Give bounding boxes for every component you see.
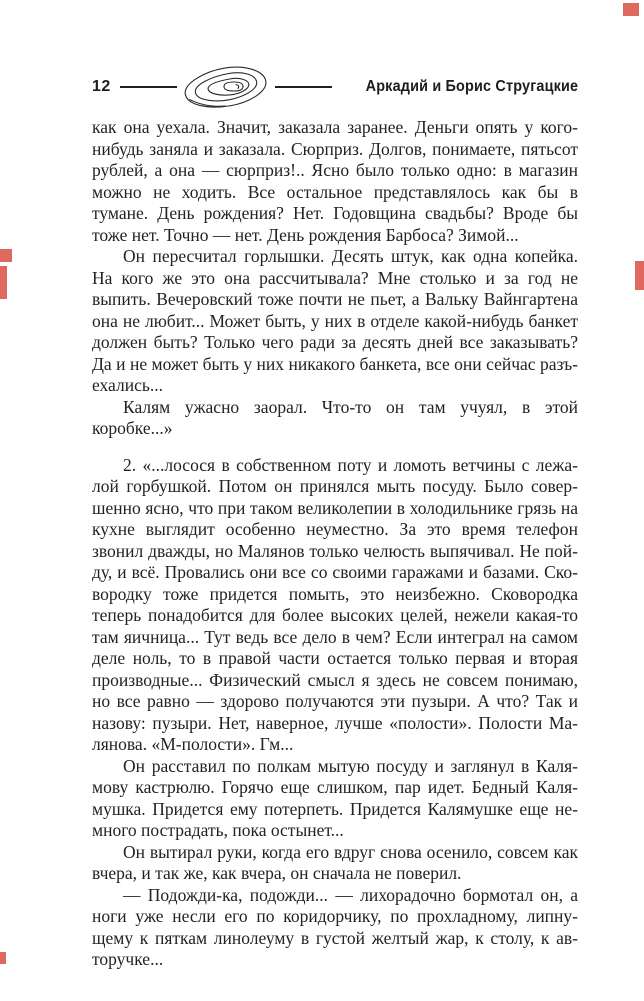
scan-mark-left-upper	[0, 249, 12, 262]
scan-mark-top-right	[623, 3, 639, 16]
page-number: 12	[92, 78, 111, 95]
header-rule-left	[120, 86, 177, 88]
page-header	[92, 62, 578, 112]
body-paragraph: — Подожди-ка, подожди... — лихорадочно бормотал он, а ноги уже несли его по коридорчику, по прохладному, липнущему к пяткам линолеуму в густой желтый жар, к столу, к авторучке...	[92, 884, 578, 969]
page-text	[92, 117, 578, 971]
body-paragraph: Калям ужасно заорал. Что-то он там учуял, в этой коробке...»	[92, 396, 578, 438]
running-head-author: Аркадий и Борис Стругацкие	[365, 78, 579, 95]
body-paragraph: Он пересчитал горлышки. Десять штук, как одна копейка. На кого же это она рассчитывала? Мне столько и за год не выпить. Вечеровский тоже почти не пьет, а Вальку Вайнгартена она не любит... Может быть, у них в отделе какой-нибудь банкет должен быть? Только чего ради за десять дней все заказывать? Да и не может быть у них никакого банкета, все они сейчас разъехались...	[92, 246, 578, 395]
body-paragraph: 2. «...лосося в собственном поту и ломоть ветчины с лежалой горбушкой. Потом он принялся мыть посуду. Было совершенно ясно, что при таком великолепии в холодильнике грязь на кухне выглядит особенно неуместно. За это время телефон звонил дважды, но Малянов только челюсть выпячивал. Не пойду, и всё. Провались они все со своими гаражами и базами. Сковородку тоже придется помыть, это неизбежно. Сковородка теперь понадобится для более высоких целей, нежели какая-то там яичница... Тут ведь все дело в чем? Если интеграл на самом деле ноль, то в правой части остается только первая и вторая производные... Физический смысл я здесь не совсем понимаю, но все равно — здорово получаются эти пузыри. А что? Так и назову: пузыри. Нет, наверное, лучше «полости». Полости Малянова. «М-полости». Гм...	[92, 454, 578, 754]
body-paragraph: как она уехала. Значит, заказала заранее. Деньги опять у кого-нибудь заняла и заказала. Сюрприз. Долгов, понимаете, пятьсот рублей, а она — сюрприз!.. Ясно было только одно: в магазин можно не ходить. Все остальное представлялось как бы в тумане. День рождения? Нет. Годовщина свадьбы? Вроде бы тоже нет. Точно — нет. День рождения Барбоса? Зимой...	[92, 117, 578, 245]
body-paragraph: Он вытирал руки, когда его вдруг снова осенило, совсем как вчера, и так же, как вчера, он сначала не поверил.	[92, 841, 578, 883]
body-paragraph: Он расставил по полкам мытую посуду и заглянул в Калямову кастрюлю. Горячо еще слишком, пар идет. Бедный Калямушка. Придется ему потерпеть. Придется Калямушке еще немного пострадать, пока остынет...	[92, 755, 578, 840]
scan-mark-bottom-left	[0, 952, 6, 964]
header-rule-right	[275, 86, 332, 88]
galaxy-spiral-ornament-icon	[179, 61, 273, 113]
scan-mark-left-lower	[0, 266, 7, 299]
scan-mark-right	[635, 261, 644, 290]
